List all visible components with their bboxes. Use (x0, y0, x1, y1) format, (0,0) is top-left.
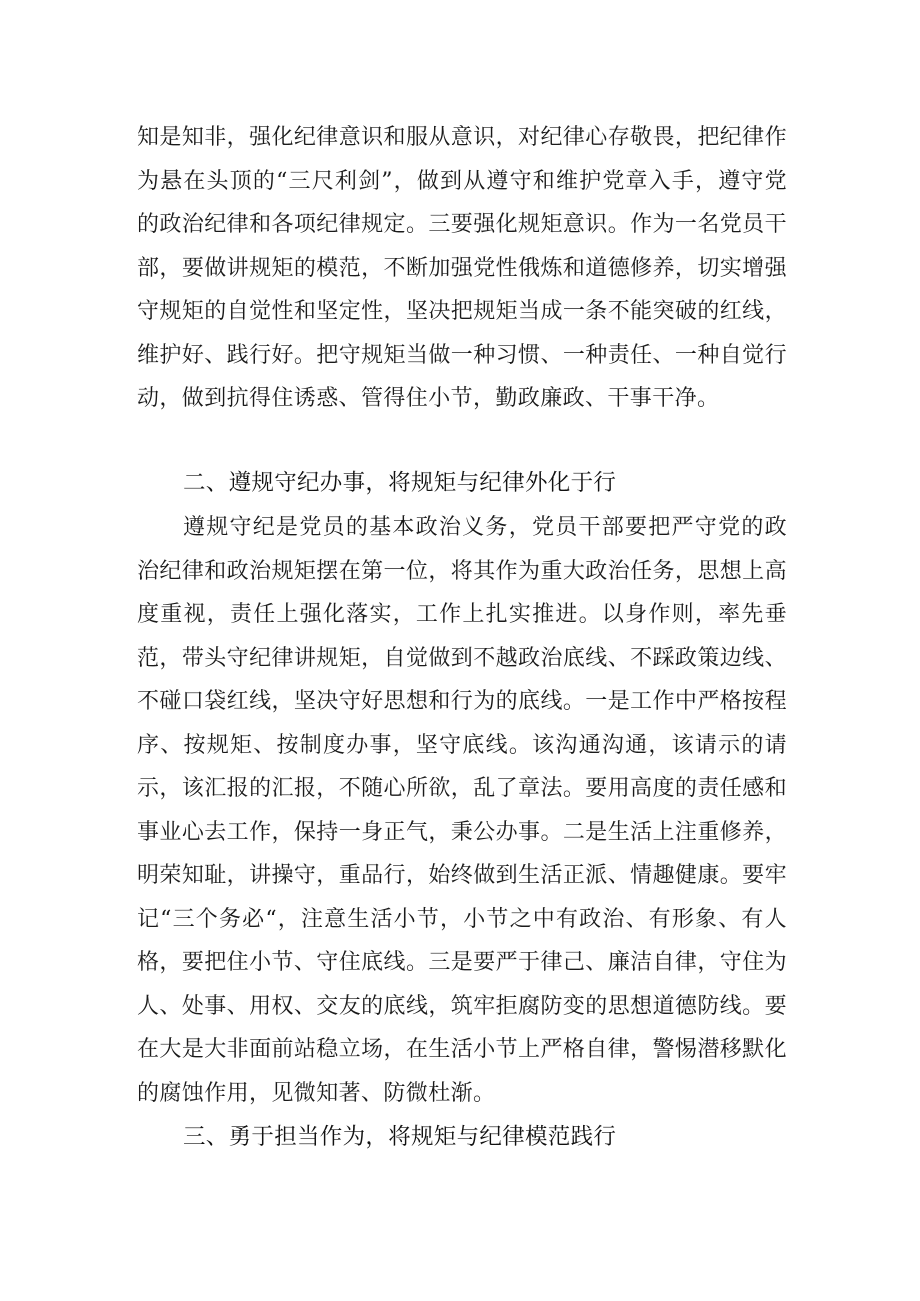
paragraph-discipline-awareness: 知是知非，强化纪律意识和服从意识，对纪律心存敬畏，把纪律作为悬在头顶的“三尺利剑”，做到从遵守和维护党章入手，遵守党的政治纪律和各项纪律规定。三要强化规矩意识。作为一名党员干部，要做讲规矩的模范，不断加强党性俄炼和道德修养，切实增强守规矩的自觉性和坚定性，坚决把规矩当成一条不能突破的红线，维护好、践行好。把守规矩当做一种习惯、一种责任、一种自觉行动，做到抗得住诱惑、管得住小节，勤政廉政、干事干净。 (137, 125, 787, 411)
section-heading-two: 二、遵规守纪办事，将规矩与纪律外化于行 (183, 470, 617, 496)
paragraph-follow-rules: 遵规守纪是党员的基本政治义务，党员干部要把严守党的政治纪律和政治规矩摆在第一位，将其作为重大政治任务，思想上高度重视，责任上强化落实，工作上扎实推进。以身作则，率先垂范，带头守纪律讲规矩，自觉做到不越政治底线、不踩政策边线、不碰口袋红线，坚决守好思想和行为的底线。一是工作中严格按程序、按规矩、按制度办事，坚守底线。该沟通沟通，该请示的请示，该汇报的汇报，不随心所欲，乱了章法。要用高度的责任感和事业心去工作，保持一身正气，秉公办事。二是生活上注重修养，明荣知耻，讲操守，重品行，始终做到生活正派、情趣健康。要牢记“三个务必“，注意生活小节，小节之中有政治、有形象、有人格，要把住小节、守住底线。三是要严于律己、廉洁自律，守住为人、处事、用权、交友的底线，筑牢拒腐防变的思想道德防线。要在大是大非面前站稳立场，在生活小节上严格自律，警惕潜移默化的腐蚀作用，见微知著、防微杜渐。 (137, 515, 787, 1106)
section-heading-three: 三、勇于担当作为，将规矩与纪律模范践行 (183, 1124, 617, 1150)
